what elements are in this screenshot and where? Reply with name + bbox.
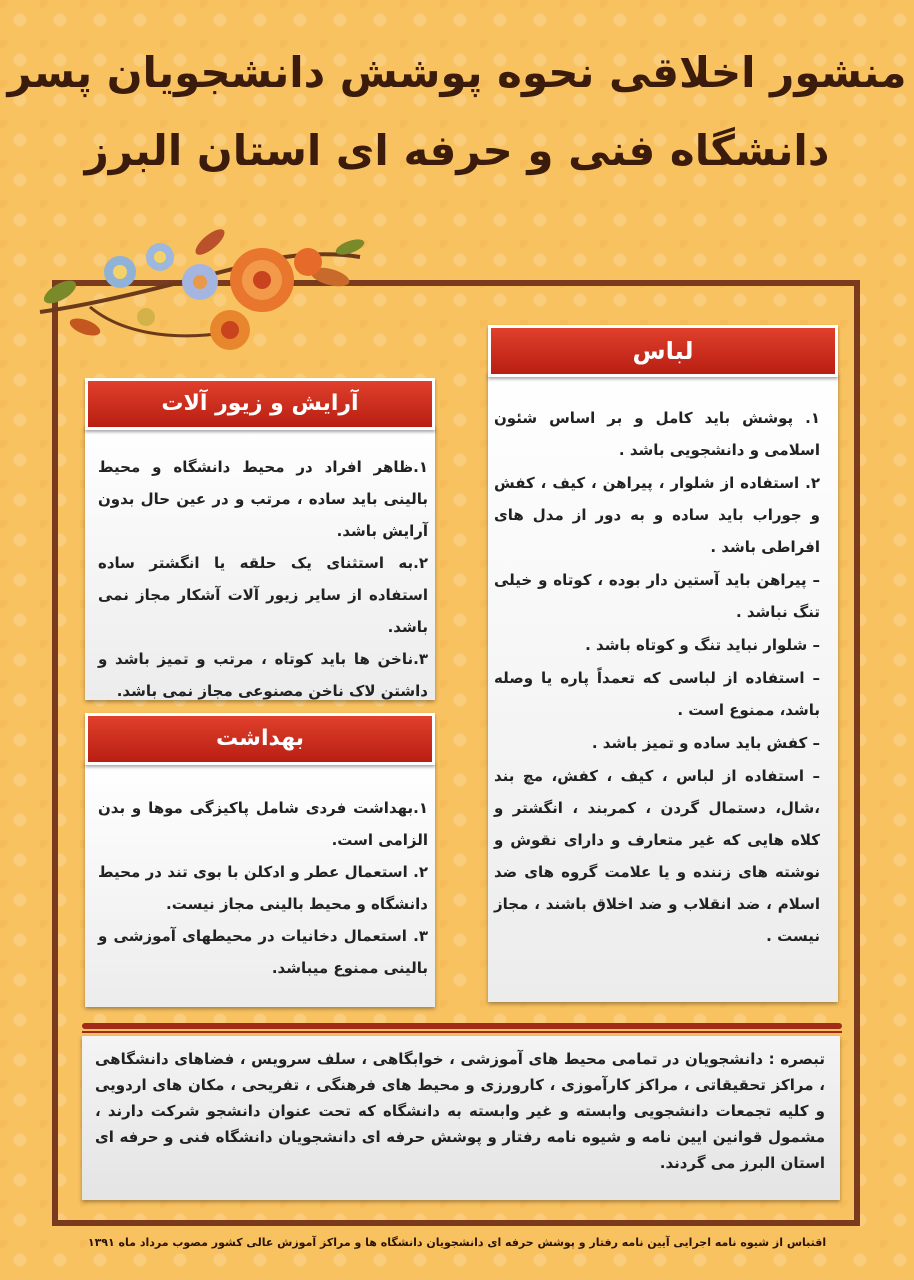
- hygiene-rule: ۱.بهداشت فردی شامل پاکیزگی موها و بدن الزامی است.: [98, 799, 428, 849]
- poster-title-line-2: دانشگاه فنی و حرفه ای استان البرز: [84, 126, 830, 175]
- clothing-rule: – کفش باید ساده و تمیز باشد .: [591, 734, 820, 752]
- clothing-heading: لباس: [488, 325, 838, 377]
- source-footnote: اقتباس از شیوه نامه اجرایی آیین نامه رفتار و پوشش حرفه ای دانشجویان دانشگاه ها و مراکز آموزش عالی کشور مصوب مرداد ماه ۱۳۹۱: [87, 1236, 827, 1249]
- hygiene-rule: ۳. استعمال دخانیات در محیطهای آموزشی و بالینی ممنوع میباشد.: [98, 927, 428, 977]
- clothing-rules: [494, 402, 820, 953]
- divider-bar: [82, 1023, 842, 1029]
- hygiene-rules: [98, 792, 428, 984]
- clothing-rule: – پیراهن باید آستین دار بوده ، کوتاه و خیلی تنگ نباشد .: [494, 571, 820, 621]
- clothing-rule: – شلوار نباید تنگ و کوتاه باشد .: [585, 636, 820, 654]
- clothing-rule: ۲. استفاده از شلوار ، پیراهن ، کیف ، کفش و جوراب باید ساده و به دور از مدل های افراطی باشد .: [494, 474, 820, 556]
- clothing-rule: – استفاده از لباسی که تعمداً پاره یا وصله باشد، ممنوع است .: [494, 669, 820, 719]
- grooming-rule: ۳.ناخن ها باید کوتاه ، مرتب و تمیز باشد و داشتن لاک ناخن مصنوعی مجاز نمی باشد.: [98, 650, 428, 700]
- hygiene-heading: بهداشت: [85, 713, 435, 765]
- poster-title-line-1: منشور اخلاقی نحوه پوشش دانشجویان پسر: [7, 48, 907, 97]
- grooming-heading: آرایش و زیور آلات: [85, 378, 435, 430]
- grooming-rule: ۲.به استثنای یک حلقه یا انگشتر ساده استفاده از سایر زیور آلات آشکار مجاز نمی باشد.: [98, 554, 428, 636]
- clothing-rule: – استفاده از لباس ، کیف ، کفش، مچ بند ،شال، دستمال گردن ، کمربند ، انگشتر و کلاه هایی که غیر متعارف و دارای نقوش و نوشته های زننده و یا علامت گروه های ضد اسلام ، ضد انقلاب و ضد اخلاق باشند ، مجاز نیست .: [494, 767, 820, 945]
- divider-line: [82, 1031, 842, 1033]
- note-text: تبصره : دانشجویان در تمامی محیط های آموزشی ، خوابگاهی ، سلف سرویس ، فضاهای دانشگاهی ، مراکز تحقیقاتی ، مراکز کارآموزی ، کارورزی و محیط های فرهنگی ، تفریحی ، مکان های اردویی و کلیه تجمعات دانشجویی وابسته و غیر وابسته به دانشگاه که تحت عنوان دانشجو شرکت دارند ، مشمول قوانین ایین نامه و شیوه نامه رفتار و پوشش حرفه ای دانشجویان دانشگاه فنی و حرفه ای استان البرز می گردند.: [95, 1050, 825, 1172]
- clothing-rule: ۱. پوشش باید کامل و بر اساس شئون اسلامی و دانشجویی باشد .: [494, 409, 820, 459]
- hygiene-rule: ۲. استعمال عطر و ادکلن با بوی تند در محیط دانشگاه و محیط بالینی مجاز نیست.: [98, 863, 428, 913]
- grooming-rules: [98, 451, 428, 707]
- floral-ornament: [30, 222, 370, 362]
- grooming-rule: ۱.ظاهر افراد در محیط دانشگاه و محیط بالینی باید ساده ، مرتب و در عین حال بدون آرایش باشد.: [98, 458, 428, 540]
